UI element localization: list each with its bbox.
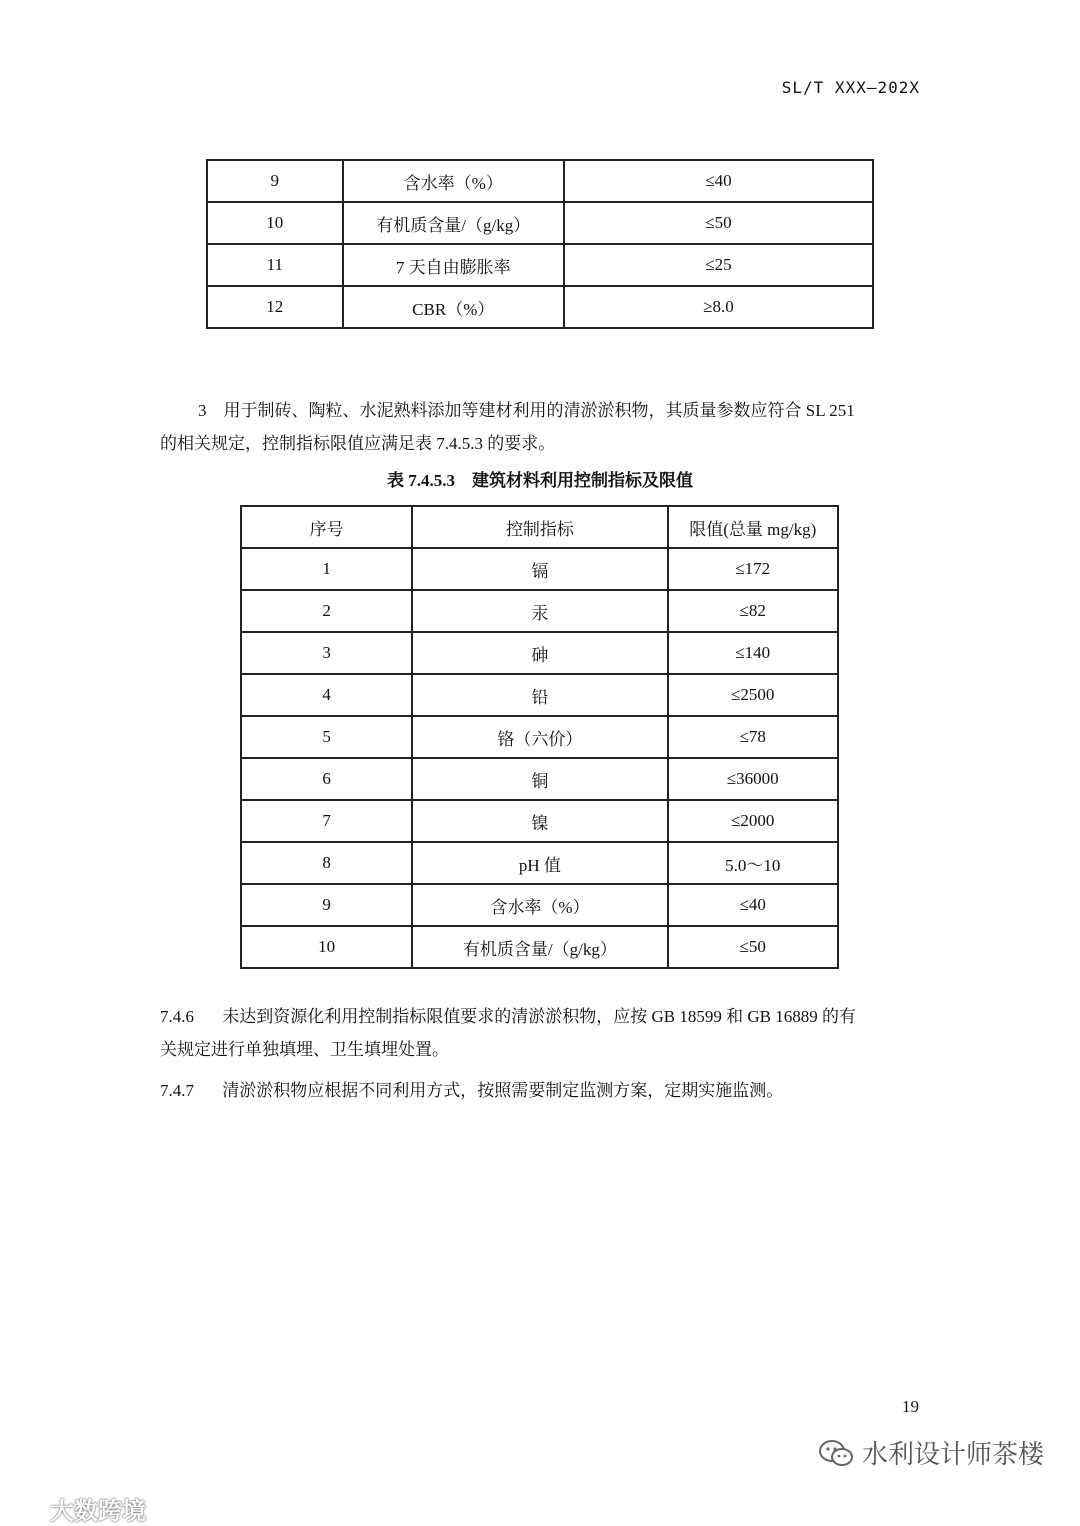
table-cell: 铅 [412, 674, 667, 716]
table-cell: 9 [241, 884, 412, 926]
table-cell: 10 [207, 202, 343, 244]
table-cell: ≤50 [564, 202, 873, 244]
building-material-limits-table [240, 505, 839, 969]
continued-table [206, 159, 874, 329]
table-header-cell: 控制指标 [412, 506, 667, 548]
table-header-cell: 限值(总量 mg/kg) [668, 506, 839, 548]
table-row [241, 842, 838, 884]
table-cell: 7 [241, 800, 412, 842]
table-cell: 镉 [412, 548, 667, 590]
watermark-left [6, 1491, 146, 1526]
table-cell: 5 [241, 716, 412, 758]
table-row [241, 674, 838, 716]
clause-3-line-2: 的相关规定，控制指标限值应满足表 7.4.5.3 的要求。 [160, 434, 556, 453]
watermark-right-text: 水利设计师茶楼 [862, 1440, 1045, 1470]
table-row [241, 758, 838, 800]
section-7-4-6-line-2: 关规定进行单独填埋、卫生填埋处置。 [160, 1040, 449, 1059]
table-cell: 有机质含量/（g/kg） [343, 202, 564, 244]
section-number: 7.4.7 [160, 1081, 194, 1100]
table-header-row [241, 506, 838, 548]
document-code: SL/T XXX—202X [781, 78, 920, 97]
table-row [207, 244, 873, 286]
table-cell: ≤172 [668, 548, 839, 590]
table-cell: 1 [241, 548, 412, 590]
section-7-4-6-line-1: 未达到资源化利用控制指标限值要求的清淤淤积物，应按 GB 18599 和 GB 16889 的有 [222, 1007, 856, 1026]
table-cell: 4 [241, 674, 412, 716]
table-cell: ≥8.0 [564, 286, 873, 328]
wechat-icon [818, 1438, 854, 1468]
table-cell: ≤2000 [668, 800, 839, 842]
table-cell: 5.0～10 [668, 842, 839, 884]
table-cell: ≤82 [668, 590, 839, 632]
table-cell: 汞 [412, 590, 667, 632]
table-cell: 镍 [412, 800, 667, 842]
table-cell: ≤2500 [668, 674, 839, 716]
table-row [241, 632, 838, 674]
table-cell: 12 [207, 286, 343, 328]
table-cell: 6 [241, 758, 412, 800]
section-7-4-6 [160, 1000, 920, 1066]
table-cell: ≤36000 [668, 758, 839, 800]
table-row [207, 286, 873, 328]
table-cell: ≤140 [668, 632, 839, 674]
table-row [241, 548, 838, 590]
table-cell: 2 [241, 590, 412, 632]
table-cell: 10 [241, 926, 412, 968]
table-cell: ≤40 [668, 884, 839, 926]
table-cell: CBR（%） [343, 286, 564, 328]
table-caption: 表 7.4.5.3 建筑材料利用控制指标及限值 [387, 471, 693, 490]
section-7-4-7-text: 清淤淤积物应根据不同利用方式，按照需要制定监测方案，定期实施监测。 [222, 1081, 784, 1100]
table-cell: 3 [241, 632, 412, 674]
table-cell: 7 天自由膨胀率 [343, 244, 564, 286]
table-row [241, 590, 838, 632]
table-row [241, 884, 838, 926]
table-row [241, 716, 838, 758]
watermark-right [818, 1434, 1044, 1471]
page-number: 19 [902, 1397, 919, 1416]
table-cell: 8 [241, 842, 412, 884]
table-cell: ≤40 [564, 160, 873, 202]
table-row [241, 926, 838, 968]
table-cell: ≤78 [668, 716, 839, 758]
table-cell: pH 值 [412, 842, 667, 884]
table-cell: 铬（六价） [412, 716, 667, 758]
brand-logo-icon [6, 1495, 46, 1523]
section-number: 7.4.6 [160, 1007, 194, 1026]
table-cell: 砷 [412, 632, 667, 674]
table-row [207, 202, 873, 244]
watermark-left-text: 大数跨境 [50, 1497, 146, 1525]
table-cell: 有机质含量/（g/kg） [412, 926, 667, 968]
table-row [207, 160, 873, 202]
table-cell: 含水率（%） [343, 160, 564, 202]
clause-3-paragraph [160, 394, 920, 460]
section-7-4-7 [160, 1074, 920, 1107]
table-cell: 9 [207, 160, 343, 202]
table-header-cell: 序号 [241, 506, 412, 548]
table-cell: 11 [207, 244, 343, 286]
table-cell: 铜 [412, 758, 667, 800]
table-cell: ≤25 [564, 244, 873, 286]
table-cell: ≤50 [668, 926, 839, 968]
table-row [241, 800, 838, 842]
table-cell: 含水率（%） [412, 884, 667, 926]
clause-3-line-1: 3 用于制砖、陶粒、水泥熟料添加等建材利用的清淤淤积物，其质量参数应符合 SL 251 [198, 401, 855, 420]
